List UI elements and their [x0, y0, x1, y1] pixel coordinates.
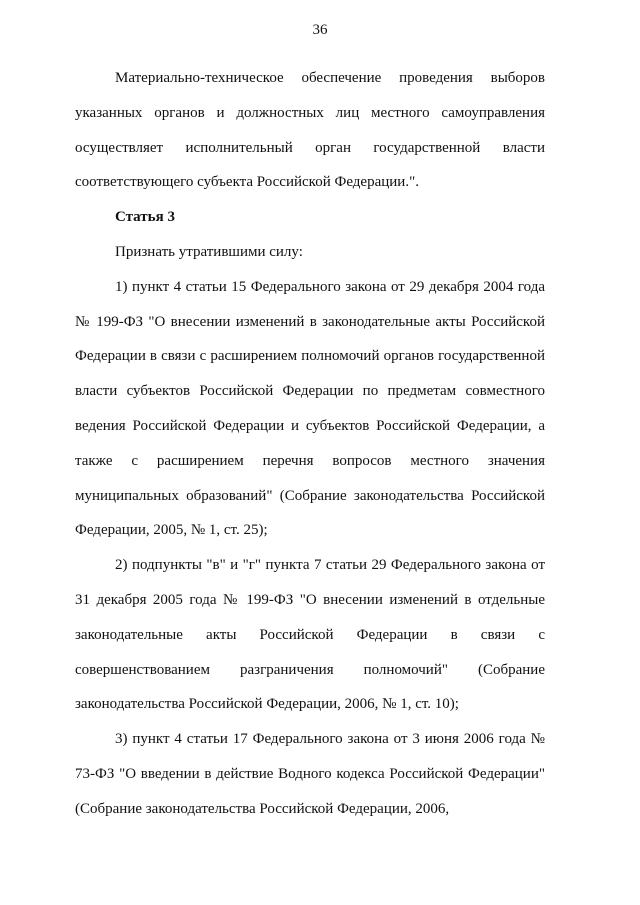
- list-item: 2) подпункты "в" и "г" пункта 7 статьи 29 Федерального закона от 31 декабря 2005 года № 199-ФЗ "О внесении изменений в отдельные законодательные акты Российской Федерации в связи с совершенствованием разграничения полномочий" (Собрание законодательства Российской Федерации, 2006, № 1, ст. 10);: [75, 557, 545, 713]
- document-body: [75, 61, 545, 827]
- list-item: 1) пункт 4 статьи 15 Федерального закона от 29 декабря 2004 года № 199-ФЗ "О внесении изменений в законодательные акты Российской Федерации в связи с расширением полномочий органов государственной власти субъектов Российской Федерации по предметам совместного ведения Российской Федерации и субъектов Российской Федерации, а также с расширением перечня вопросов местного значения муниципальных образований" (Собрание законодательства Российской Федерации, 2005, № 1, ст. 25);: [75, 278, 545, 539]
- page-number: 36: [312, 22, 328, 38]
- article-heading: Статья 3: [115, 209, 175, 226]
- list-item: 3) пункт 4 статьи 17 Федерального закона от 3 июня 2006 года № 73-ФЗ "О введении в действие Водного кодекса Российской Федерации" (Собрание законодательства Российской Федерации, 2006,: [75, 731, 545, 817]
- intro-paragraph: Материально-техническое обеспечение проведения выборов указанных органов и должностных лиц местного самоуправления осуществляет исполнительный орган государственной власти соответствующего субъекта Российской Федерации.".: [75, 70, 545, 191]
- lead-paragraph: Признать утратившими силу:: [115, 243, 303, 260]
